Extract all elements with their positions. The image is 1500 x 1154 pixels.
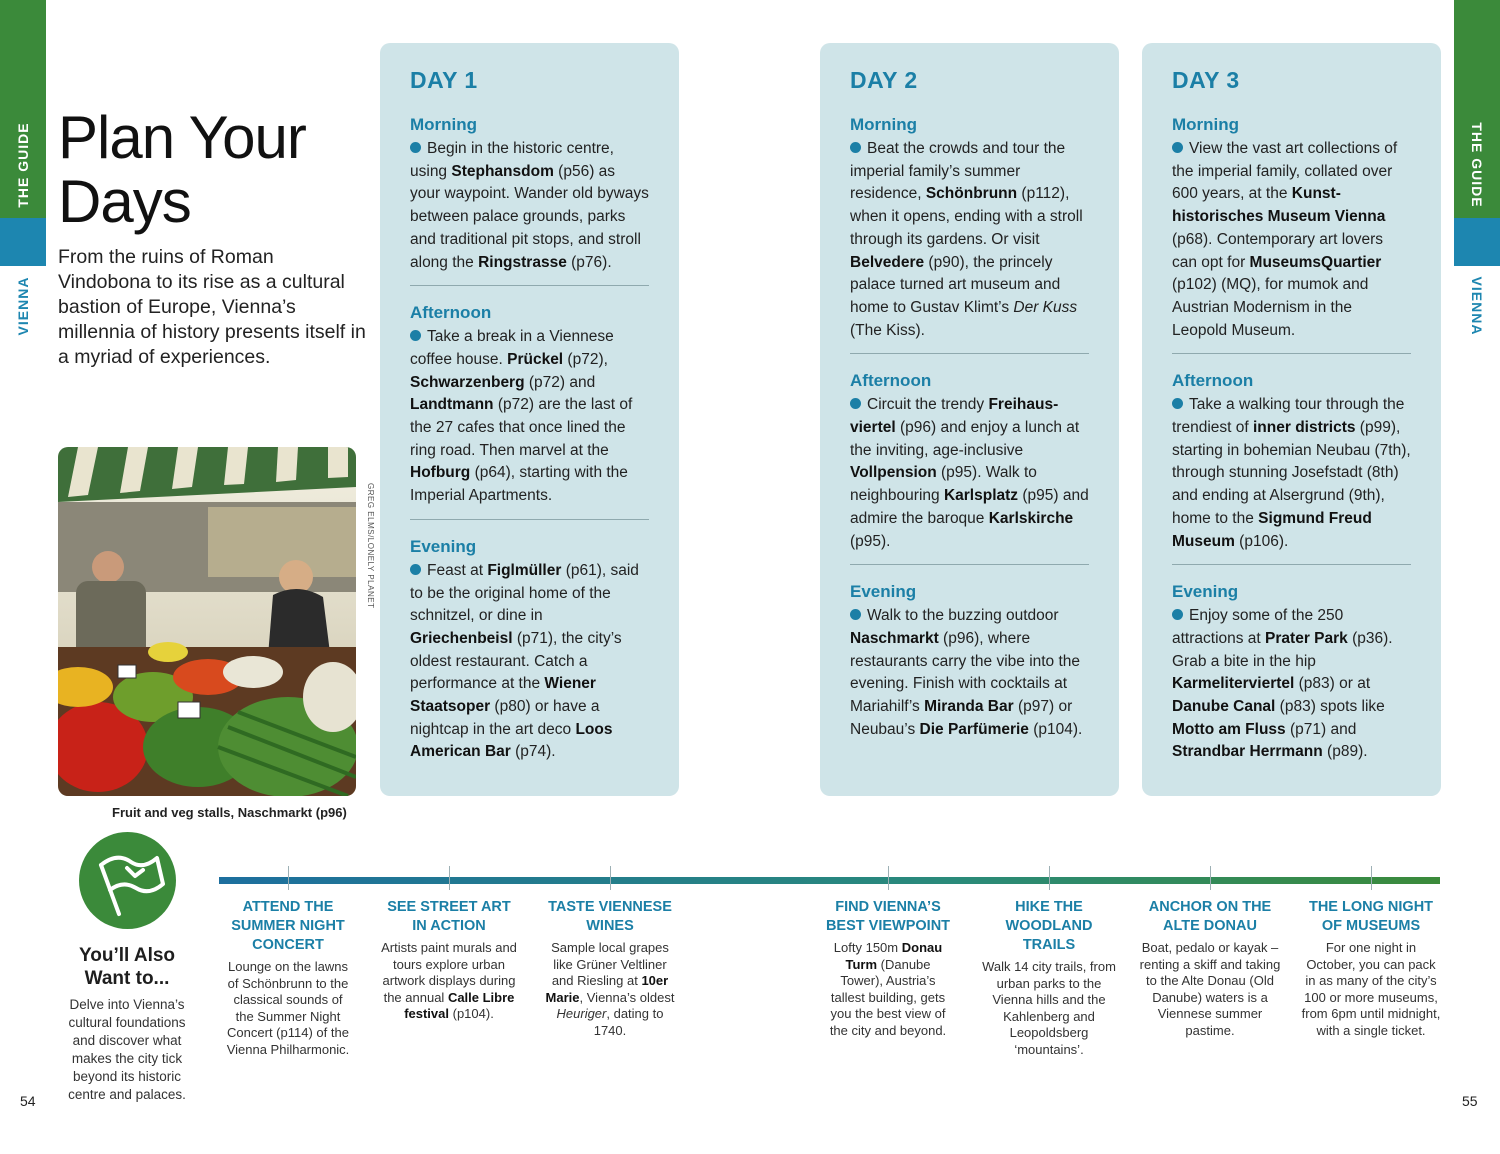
want-to-item-text: For one night in October, you can pack in as many of the city’s 100 or more museums, from 6pm until midnight, with a single ticket. (1301, 940, 1441, 1038)
bold-place-name: Prater Park (1265, 629, 1348, 647)
bold-place-name: Calle Libre festival (404, 989, 515, 1022)
day-section-evening (410, 537, 649, 764)
section-heading: Morning (850, 115, 918, 134)
day-section-morning (410, 115, 649, 274)
timeline-tick (610, 866, 611, 890)
day-section-evening (1172, 582, 1411, 764)
want-to-item-heading: SEE STREET ART IN ACTION (387, 899, 511, 934)
bold-place-name: Belvedere (850, 253, 925, 271)
want-to-item-heading: FIND VIENNA’S BEST VIEWPOINT (825, 899, 951, 934)
bold-place-name: Sigmund Freud Museum (1172, 509, 1372, 550)
bold-place-name: Figlmüller (487, 561, 562, 579)
bold-place-name: Griechenbeisl (410, 629, 513, 647)
bullet-dot-icon (850, 609, 861, 620)
bold-place-name: Karlskirche (988, 509, 1074, 527)
page-title (58, 106, 306, 234)
photo-caption: Fruit and veg stalls, Naschmarkt (p96) (112, 805, 347, 820)
bold-place-name: Loos American Bar (410, 720, 613, 761)
day-label: DAY 1 (410, 67, 478, 93)
timeline-bar (219, 877, 1440, 884)
section-text: Beat the crowds and tour the imperial family’s summer residence, Schönbrunn (p112), when it opens, ending with a stroll through its gardens. Or visit Belvedere (p90), the princely palace turned art museum and home to Gustav Klimt’s Der Kuss (The Kiss). (850, 140, 1083, 339)
section-heading: Evening (410, 536, 477, 556)
day-label: DAY 2 (850, 67, 918, 93)
timeline-tick (1210, 866, 1211, 890)
bold-place-name: Freihausviertel (850, 396, 1059, 437)
day-3-card (1142, 43, 1441, 796)
bullet-dot-icon (850, 398, 861, 409)
bold-place-name: Danube Canal (1172, 698, 1276, 716)
bold-place-name: Vollpension (850, 464, 937, 482)
section-text: Take a break in a Viennese coffee house. Prückel (p72), Schwarzenberg (p72) and Landtmann (p72) are the last of the 27 cafes that once lined the ring road. Then marvel at the Hofburg (p64), starting with the Imperial Apartments. (410, 328, 633, 505)
page-number-left: 54 (20, 1093, 36, 1109)
city-label: VIENNA (15, 276, 31, 336)
section-divider (1172, 564, 1411, 565)
day-section-afternoon (1172, 371, 1411, 553)
section-heading: Evening (1172, 582, 1239, 602)
day-2-card (820, 43, 1119, 796)
page-number-right: 55 (1462, 1093, 1478, 1109)
day-section-morning (1172, 115, 1411, 342)
title-line-1: Plan Your (58, 104, 306, 171)
section-text: Begin in the historic centre, using Stephansdom (p56) as your waypoint. Wander old byways between palace grounds, parks and traditional pit stops, and stroll along the Ringstrasse (p76). (410, 140, 649, 271)
want-to-title-line-2: Want to... (84, 968, 170, 989)
bullet-dot-icon (1172, 142, 1183, 153)
right-side-tab (1454, 0, 1500, 1154)
want-to-item-text: Sample local grapes like Grüner Veltliner and Riesling at 10er Marie, Vienna’s oldest Heuriger, dating to 1740. (545, 940, 675, 1038)
bullet-dot-icon (1172, 398, 1183, 409)
bold-place-name: Miranda Bar (924, 698, 1014, 716)
bullet-dot-icon (1172, 609, 1183, 620)
bold-place-name: Schwarzenberg (410, 373, 525, 391)
bold-place-name: Kunsthistorisches Museum Vienna (1172, 185, 1386, 226)
day-section-morning (850, 115, 1089, 342)
section-heading: Afternoon (1172, 371, 1254, 391)
section-divider (410, 519, 649, 520)
timeline-tick (1049, 866, 1050, 890)
bullet-dot-icon (850, 142, 861, 153)
bold-place-name: Stephansdom (451, 162, 554, 180)
intro-text: From the ruins of Roman Vindobona to its rise as a cultural bastion of Europe, Vienna’s millennia of history presents itself in a myriad of experiences. (58, 246, 366, 368)
photo-credit: GREG ELMS/LONELY PLANET (366, 483, 375, 609)
want-to-item-heading: THE LONG NIGHT OF MUSEUMS (1308, 899, 1434, 934)
guide-label: THE GUIDE (15, 122, 31, 208)
section-text: Circuit the trendy Freihausviertel (p96) and enjoy a lunch at the inviting, age-inclusive Vollpension (p95). Walk to neighbouring Karlsplatz (p95) and admire the baroque Karlskirche (p95). (850, 396, 1089, 550)
left-side-tab (0, 0, 46, 1154)
bold-place-name: Schönbrunn (925, 185, 1018, 203)
timeline-tick (288, 866, 289, 890)
bold-place-name: Karlsplatz (943, 487, 1019, 505)
day-section-afternoon (410, 303, 649, 508)
italic-term: Der Kuss (1013, 298, 1078, 316)
want-to-item-heading: TASTE VIENNESE WINES (548, 899, 672, 934)
want-to-item (1301, 898, 1441, 1040)
want-to-title (60, 944, 194, 990)
bold-place-name: Die Parfümerie (919, 720, 1029, 738)
bold-place-name: Hofburg (410, 464, 471, 482)
section-divider (850, 564, 1089, 565)
timeline-tick (888, 866, 889, 890)
section-heading: Evening (850, 582, 917, 602)
section-heading: Afternoon (850, 371, 932, 391)
bold-place-name: MuseumsQuartier (1249, 253, 1382, 271)
section-divider (850, 353, 1089, 354)
timeline-tick (1371, 866, 1372, 890)
bold-place-name: Wiener Staatsoper (410, 675, 596, 716)
guide-label: THE GUIDE (1469, 122, 1485, 208)
bold-place-name: 10er Marie (545, 973, 669, 1005)
city-tab-blue (0, 218, 46, 266)
section-text: Take a walking tour through the trendiest of inner districts (p99), starting in bohemian Neubau (7th), through stunning Josefstadt (8th) and ending at Alsergrund (9th), home to the Sigmund Freud Museum (p106). (1172, 396, 1411, 550)
bold-place-name: Ringstrasse (478, 253, 567, 271)
section-divider (410, 285, 649, 286)
want-to-item (541, 898, 679, 1040)
section-text: Enjoy some of the 250 attractions at Prater Park (p36). Grab a bite in the hip Karmeliterviertel (p83) or at Danube Canal (p83) spots like Motto am Fluss (p71) and Strandbar Herrmann (p89). (1172, 607, 1393, 761)
bullet-dot-icon (410, 330, 421, 341)
want-to-item-text: Boat, pedalo or kayak – renting a skiff and taking to the Alte Donau (Old Danube) waters is a Viennese summer pastime. (1139, 940, 1281, 1038)
want-to-item (823, 898, 953, 1040)
want-to-item-text: Lofty 150m Donau Turm (Danube Tower), Austria’s tallest building, gets you the best view of the city and beyond. (829, 940, 947, 1038)
bold-place-name: Prückel (507, 350, 564, 368)
section-text: View the vast art collections of the imperial family, collated over 600 years, at the Kunsthistorisches Museum Vienna (p68). Contemporary art lovers can opt for MuseumsQuartier (p102) (MQ), for mumok and Austrian Modernism in the Leopold Museum. (1172, 140, 1398, 339)
section-heading: Morning (410, 115, 478, 134)
day-section-afternoon (850, 371, 1089, 553)
title-line-2: Days (58, 168, 191, 235)
section-heading: Morning (1172, 115, 1240, 134)
want-to-item (378, 898, 520, 1023)
bold-place-name: Strandbar Herrmann (1172, 743, 1323, 761)
want-to-item (979, 898, 1119, 1059)
want-to-description: Delve into Vienna’s cultural foundations and discover what makes the city tick beyond its historic centre and palaces. (68, 997, 186, 1102)
want-to-item-heading: HIKE THE WOODLAND TRAILS (1005, 899, 1093, 953)
bold-place-name: Naschmarkt (850, 629, 939, 647)
bullet-dot-icon (410, 564, 421, 575)
bold-place-name: Motto am Fluss (1172, 720, 1286, 738)
day-1-card (380, 43, 679, 796)
bold-place-name: Donau Turm (845, 940, 943, 972)
bold-place-name: inner districts (1253, 419, 1356, 437)
section-heading: Afternoon (410, 303, 492, 323)
bold-place-name: Landtmann (410, 396, 494, 414)
city-tab-blue (1454, 218, 1500, 266)
day-section-evening (850, 582, 1089, 741)
want-to-item-text: Walk 14 city trails, from urban parks to the Vienna hills and the Kahlenberg and Leopoldsberg ‘mountains’. (982, 959, 1116, 1057)
want-to-item-heading: ANCHOR ON THE ALTE DONAU (1148, 899, 1272, 934)
want-to-title-line-1: You’ll Also (78, 945, 176, 966)
section-divider (1172, 353, 1411, 354)
bold-place-name: Karmeliterviertel (1172, 675, 1295, 693)
want-to-item (1138, 898, 1282, 1040)
want-to-item-heading: ATTEND THE SUMMER NIGHT CONCERT (231, 899, 345, 953)
bullet-dot-icon (410, 142, 421, 153)
italic-term: Heuriger (556, 1006, 607, 1022)
flag-icon (79, 832, 176, 929)
want-to-item (223, 898, 353, 1059)
city-label: VIENNA (1469, 276, 1485, 336)
market-photo (58, 447, 356, 796)
want-to-item-text: Artists paint murals and tours explore urban artwork displays during the annual Calle Libre festival (p104). (381, 940, 517, 1022)
want-to-item-text: Lounge on the lawns of Schönbrunn to the classical sounds of the Summer Night Concert (p114) of the Vienna Philharmonic. (226, 959, 350, 1057)
day-label: DAY 3 (1172, 67, 1240, 93)
timeline-tick (449, 866, 450, 890)
section-text: Walk to the buzzing outdoor Naschmarkt (p96), where restaurants carry the vibe into the evening. Finish with cocktails at Mariahilf’s Miranda Bar (p97) or Neubau’s Die Parfümerie (p104). (850, 607, 1083, 738)
section-text: Feast at Figlmüller (p61), said to be the original home of the schnitzel, or dine in Griechenbeisl (p71), the city’s oldest restaurant. Catch a performance at the Wiener Staatsoper (p80) or have a nightcap in the art deco Loos American Bar (p74). (410, 561, 639, 761)
